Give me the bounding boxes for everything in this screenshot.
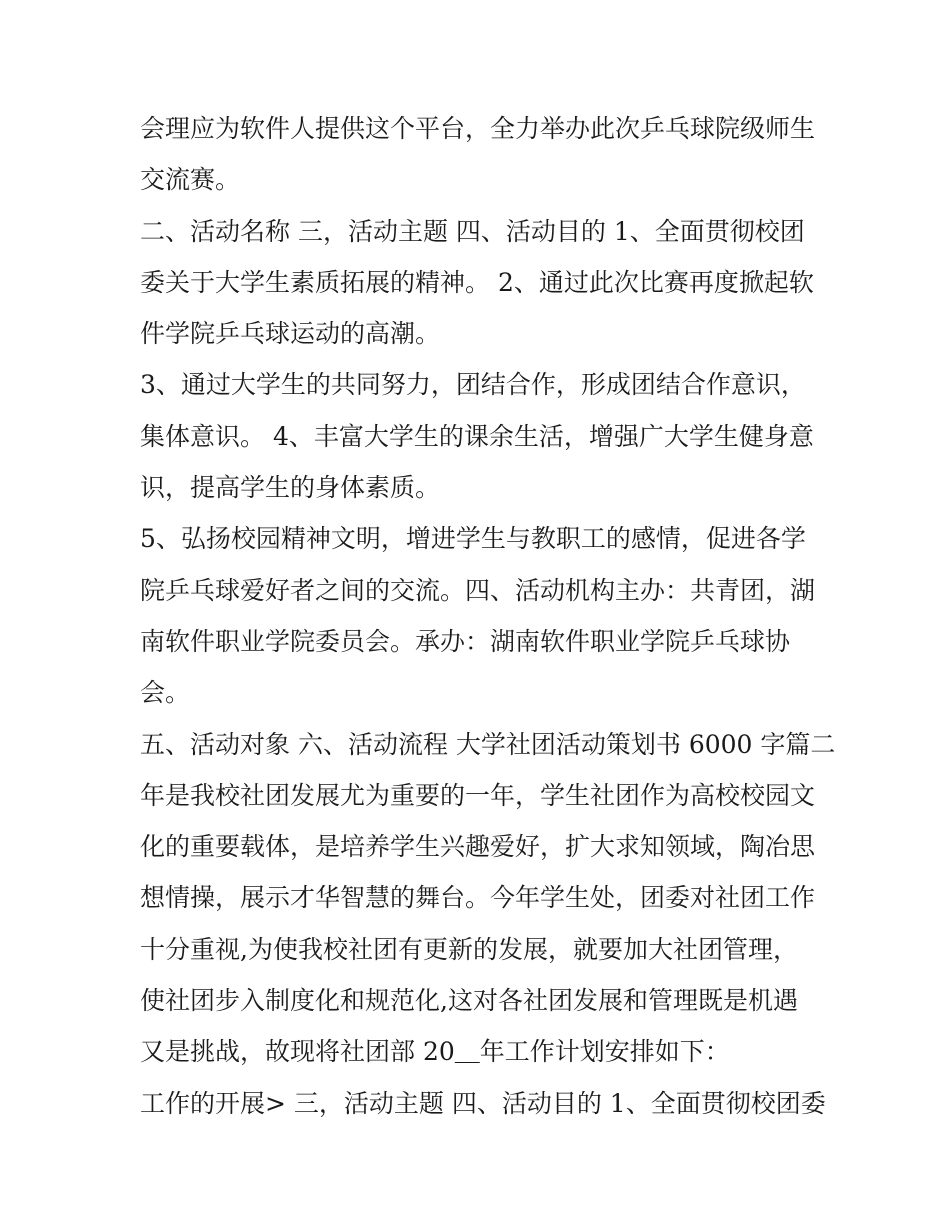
text-line: 化的重要载体，是培养学生兴趣爱好，扩大求知领域，陶冶思 bbox=[140, 832, 816, 862]
text-line: 院乒乓球爱好者之间的交流。四、活动机构主办：共青团，湖 bbox=[140, 575, 816, 605]
text-line: 南软件职业学院委员会。承办：湖南软件职业学院乒乓球协 bbox=[140, 626, 791, 656]
text-line: 五、活动对象 六、活动流程 大学社团活动策划书 6000 字篇二 bbox=[140, 729, 836, 759]
document-body bbox=[140, 103, 840, 1129]
text-line: 又是挑战，故现将社团部 20＿年工作计划安排如下： bbox=[140, 1037, 730, 1067]
text-line: 5、弘扬校园精神文明，增进学生与教职工的感情，促进各学 bbox=[140, 524, 806, 554]
text-line: 会理应为软件人提供这个平台，全力举办此次乒乓球院级师生 bbox=[140, 114, 816, 143]
text-line: 交流赛。 bbox=[140, 165, 241, 195]
text-line: 年是我校社团发展尤为重要的一年，学生社团作为高校校园文 bbox=[140, 780, 816, 810]
text-line: 会。 bbox=[140, 678, 191, 708]
text-line: 识，提高学生的身体素质。 bbox=[140, 473, 441, 503]
text-line: 委关于大学生素质拓展的精神。 2、通过此次比赛再度掀起软 bbox=[140, 267, 814, 297]
text-line: 集体意识。 4、丰富大学生的课余生活，增强广大学生健身意 bbox=[140, 421, 814, 451]
text-line: 工作的开展> 三，活动主题 四、活动目的 1、全面贯彻校团委 bbox=[140, 1088, 826, 1118]
text-line: 二、活动名称 三，活动主题 四、活动目的 1、全面贯彻校团 bbox=[140, 216, 805, 246]
text-line: 使社团步入制度化和规范化,这对各社团发展和管理既是机遇 bbox=[140, 986, 798, 1016]
text-line: 十分重视,为使我校社团有更新的发展，就要加大社团管理， bbox=[140, 934, 798, 964]
text-line: 想情操，展示才华智慧的舞台。今年学生处，团委对社团工作 bbox=[140, 883, 816, 913]
text-line: 3、通过大学生的共同努力，团结合作，形成团结合作意识， bbox=[140, 370, 806, 400]
text-line: 件学院乒乓球运动的高潮。 bbox=[140, 319, 441, 349]
